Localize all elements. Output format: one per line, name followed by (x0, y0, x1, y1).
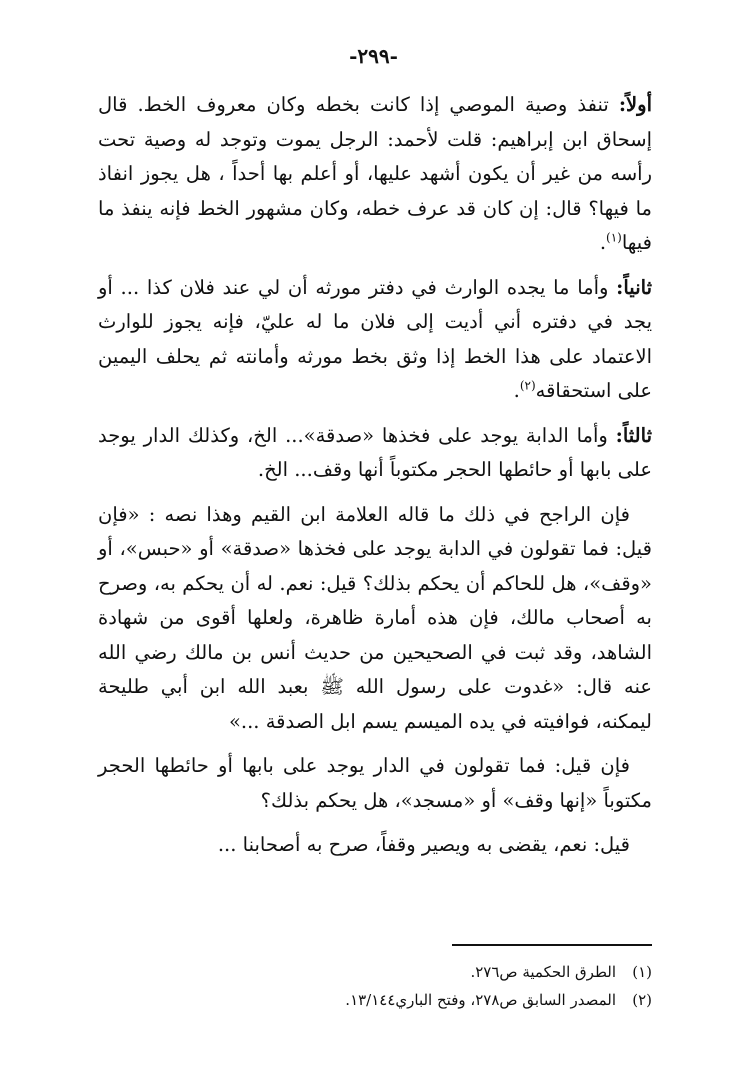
footnote-item (98, 986, 652, 1014)
paragraph-quote-ibn-qayyim: فإن الراجح في ذلك ما قاله العلامة ابن القيم وهذا نصه : «فإن قيل: فما تقولون في الدابة يوجد على فخذها «صدقة» أو «حبس»، أو «وقف»، هل للحاكم أن يحكم بذلك؟ قيل: نعم. له أن يحكم به، وصرح به أصحاب مالك، فإن هذه أمارة ظاهرة، ولعلها أقوى من شهادة الشاهد، وقد ثبت في الصحيحين من حديث أنس بن مالك رضي الله عنه قال: «غدوت على رسول الله ﷺ بعبد الله ابن أبي طليحة ليمكنه، فوافيته في يده الميسم يسم ابل الصدقة ...» (98, 502, 652, 733)
footnote-text: المصدر السابق ص٢٧٨، وفتح الباري١٣/١٤٤. (345, 991, 616, 1009)
paragraph-first (98, 88, 652, 261)
paragraph-text: وأما ما يجده الوارث في دفتر مورثه أن لي عند فلان كذا ... أو يجد في دفتره أني أديت إلى فلان ما له عليّ، فإنه يجوز للوارث الاعتماد على هذا الخط إذا وثق بخط مورثه وأمانته ثم يحلف اليمين على استحقاقه (98, 275, 652, 402)
paragraph-text: تنفذ وصية الموصي إذا كانت بخطه وكان معروف الخط. قال إسحاق ابن إبراهيم: قلت لأحمد: الرجل يموت وتوجد له وصية تحت رأسه من غير أن يكون أشهد عليها، أو أعلم بها أحداً ، هل يجوز انفاذ ما فيها؟ قال: إن كان قد عرف خطه، وكان مشهور الخط فإنه ينفذ ما فيها (98, 93, 652, 254)
page-number: -٢٩٩- (349, 44, 398, 68)
paragraph-lead: أولاً: (618, 93, 652, 116)
paragraph-question-house: فإن قيل: فما تقولون في الدار يوجد على بابها أو حائطها الحجر مكتوباً «إنها وقف» أو «مسجد»، هل يحكم بذلك؟ (98, 754, 652, 812)
paragraph-lead: ثانياً: (616, 275, 652, 299)
footnote-divider (452, 944, 652, 946)
footnote-reference[interactable]: (٢) (519, 378, 536, 393)
paragraph-second (98, 271, 652, 409)
footnote-number: (١) (632, 963, 652, 981)
paragraph-lead: ثالثاً: (615, 423, 652, 447)
footnote-reference[interactable]: (١) (606, 230, 622, 245)
paragraph-tail: . (513, 379, 520, 402)
paragraph-third (98, 419, 652, 488)
paragraph-answer: قيل: نعم، يقضى به ويصير وقفاً، صرح به أصحابنا ... (217, 833, 630, 856)
footnote-number: (٢) (632, 991, 652, 1009)
main-text (98, 88, 652, 873)
footnotes (98, 958, 652, 1014)
footnote-text: الطرق الحكمية ص٢٧٦. (470, 963, 616, 981)
paragraph-tail: . (599, 231, 607, 254)
paragraph-text: وأما الدابة يوجد على فخذها «صدقة»... الخ، وكذلك الدار يوجد على بابها أو حائطها الحجر مكتوباً أنها وقف... الخ. (98, 423, 652, 481)
footnote-item (98, 958, 652, 986)
